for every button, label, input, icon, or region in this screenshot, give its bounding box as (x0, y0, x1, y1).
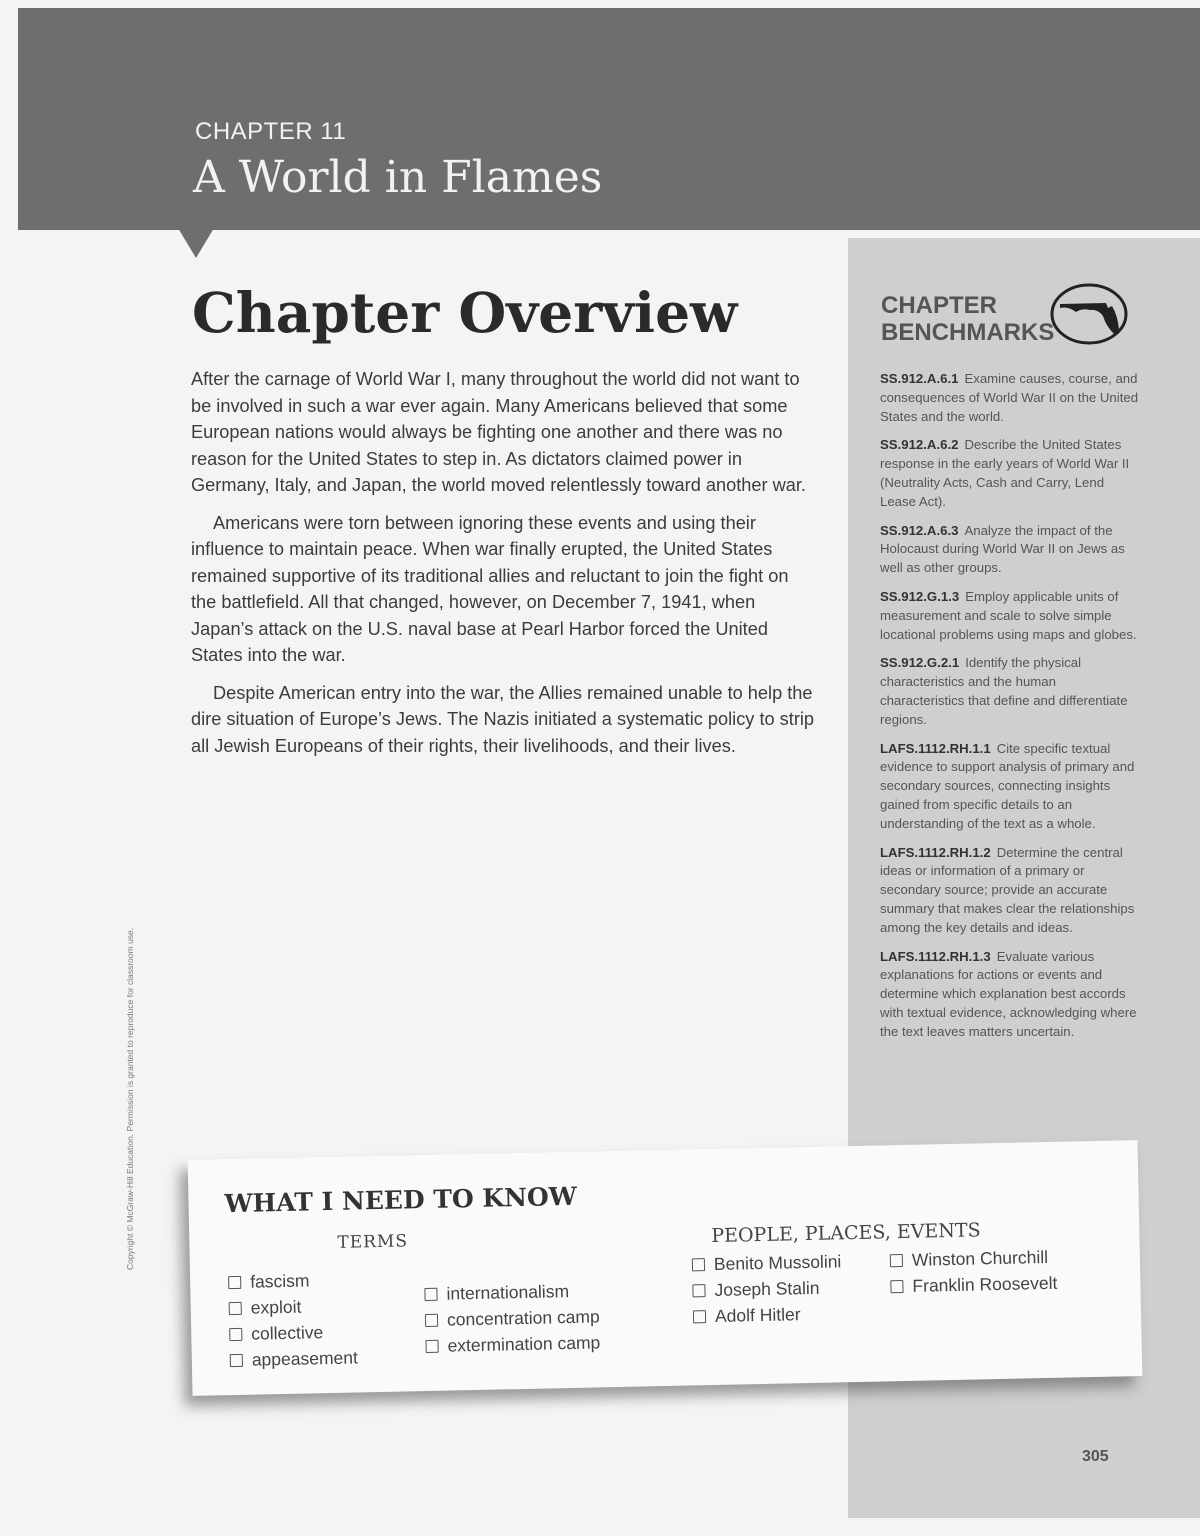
benchmark-text: Determine the central ideas or information of a primary or secondary source; provide an accurate summary that makes clear the relationships among the key details and ideas. (880, 844, 1135, 935)
checkbox[interactable] (693, 1310, 706, 1323)
checkbox-label: extermination camp (447, 1332, 601, 1356)
benchmarks-heading: CHAPTER BENCHMARKS (881, 292, 1055, 346)
people-places-events-heading: PEOPLE, PLACES, EVENTS (711, 1219, 981, 1248)
benchmark-item (880, 522, 1140, 578)
checkbox-label: concentration camp (446, 1306, 600, 1330)
page-number: 305 (1082, 1448, 1109, 1465)
benchmark-item (880, 948, 1140, 1042)
benchmark-code: SS.912.A.6.1 (880, 371, 959, 386)
chapter-label: CHAPTER 11 (195, 118, 347, 145)
terms-column (228, 1266, 358, 1373)
header-notch (178, 228, 214, 258)
benchmark-item (880, 740, 1140, 834)
benchmark-code: SS.912.G.2.1 (880, 655, 960, 671)
benchmark-text: Cite specific textual evidence to support analysis of primary and secondary sources, connecting insights gained from specific details to an understanding of the text as a whole. (880, 740, 1135, 831)
what-i-need-to-know-box (188, 1140, 1143, 1396)
florida-map-icon (1048, 282, 1130, 346)
benchmark-text: Evaluate various explanations for actions or events and determine which explanation best accords with textual evidence, acknowledging where the text leaves matters uncertain. (880, 948, 1137, 1039)
benchmark-item (880, 654, 1140, 729)
know-title: WHAT I NEED TO KNOW (224, 1181, 578, 1219)
overview-paragraph: Despite American entry into the war, the Allies remained unable to help the dire situation of Europe’s Jews. The Nazis initiated a systematic policy to strip all Jewish Europeans of their rights, their livelihoods, and their lives. (191, 682, 815, 756)
overview-paragraph: After the carnage of World War I, many throughout the world did not want to be involved in such a war ever again. Many Americans believed that some European nations would always be fighting one another and there was no reason for the United States to step in. As dictators claimed power in Germany, Italy, and Japan, the world moved relentlessly toward another war. (191, 369, 806, 495)
benchmark-item (880, 588, 1140, 644)
people-column (890, 1244, 1058, 1299)
benchmark-code: LAFS.1112.RH.1.3 (880, 948, 991, 964)
person-item[interactable] (692, 1248, 842, 1277)
benchmark-item (880, 844, 1140, 938)
checkbox[interactable] (890, 1280, 903, 1293)
checkbox-label: appeasement (251, 1347, 359, 1370)
checkbox-label: Benito Mussolini (713, 1251, 842, 1274)
checkbox[interactable] (229, 1328, 242, 1341)
person-item[interactable] (890, 1270, 1057, 1299)
checkbox-label: exploit (250, 1296, 302, 1318)
checkbox[interactable] (424, 1288, 437, 1301)
checkbox-label: collective (251, 1322, 324, 1344)
checkbox[interactable] (425, 1314, 438, 1327)
benchmark-text: Employ applicable units of measurement and scale to solve simple locational problems using maps and globes. (880, 588, 1137, 642)
checkbox[interactable] (230, 1354, 243, 1367)
term-item[interactable] (229, 1318, 358, 1347)
checkbox[interactable] (692, 1284, 705, 1297)
benchmark-code: LAFS.1112.RH.1.2 (880, 844, 991, 860)
checkbox[interactable] (229, 1302, 242, 1315)
term-item[interactable] (424, 1277, 599, 1307)
checkbox-label: internationalism (446, 1281, 570, 1304)
term-item[interactable] (425, 1329, 600, 1359)
benchmark-text: Describe the United States response in the early years of World War II (Neutrality Acts, Cash and Carry, Lend Lease Act). (880, 437, 1130, 509)
checkbox-label: Winston Churchill (911, 1246, 1049, 1270)
term-item[interactable] (230, 1344, 359, 1373)
checkbox[interactable] (890, 1254, 903, 1267)
benchmark-text: Identify the physical characteristics and the human characteristics that define and differentiate regions. (880, 655, 1128, 727)
checkbox-label: Adolf Hitler (714, 1304, 801, 1326)
benchmark-item (880, 436, 1140, 511)
terms-column (424, 1277, 600, 1359)
overview-title: Chapter Overview (192, 280, 738, 345)
checkbox-label: Joseph Stalin (714, 1277, 820, 1300)
person-item[interactable] (890, 1244, 1057, 1273)
term-item[interactable] (425, 1303, 600, 1333)
benchmark-code: SS.912.A.6.2 (880, 437, 959, 453)
benchmark-text: Analyze the impact of the Holocaust during World War II on Jews as well as other groups. (880, 522, 1125, 576)
overview-body (191, 366, 816, 770)
checkbox[interactable] (228, 1276, 241, 1289)
terms-heading: TERMS (337, 1231, 409, 1253)
benchmark-code: SS.912.A.6.3 (880, 522, 959, 538)
checkbox[interactable] (425, 1340, 438, 1353)
checkbox-label: Franklin Roosevelt (912, 1272, 1058, 1296)
chapter-title: A World in Flames (193, 152, 603, 203)
benchmarks-list (880, 370, 1140, 1052)
benchmark-code: SS.912.G.1.3 (880, 588, 960, 604)
person-item[interactable] (693, 1300, 843, 1329)
overview-paragraph: Americans were torn between ignoring these events and using their influence to maintain peace. When war finally erupted, the United States remained supportive of its traditional allies and reluctant to join the fight on the battlefield. All that changed, however, on December 7, 1941, when Japan’s attack on the U.S. naval base at Pearl Harbor forced the United States into the war. (191, 512, 789, 665)
term-item[interactable] (228, 1292, 357, 1321)
people-column (692, 1248, 843, 1329)
checkbox[interactable] (692, 1258, 705, 1271)
copyright-notice: Copyright © McGraw-Hill Education. Permission is granted to reproduce for classroom use. (125, 927, 135, 1270)
benchmark-text: Examine causes, course, and consequences of World War II on the United States and the world. (880, 371, 1139, 424)
benchmark-item (880, 370, 1140, 426)
benchmark-code: LAFS.1112.RH.1.1 (880, 740, 991, 756)
term-item[interactable] (228, 1266, 357, 1295)
checkbox-label: fascism (249, 1270, 310, 1292)
person-item[interactable] (692, 1274, 842, 1303)
